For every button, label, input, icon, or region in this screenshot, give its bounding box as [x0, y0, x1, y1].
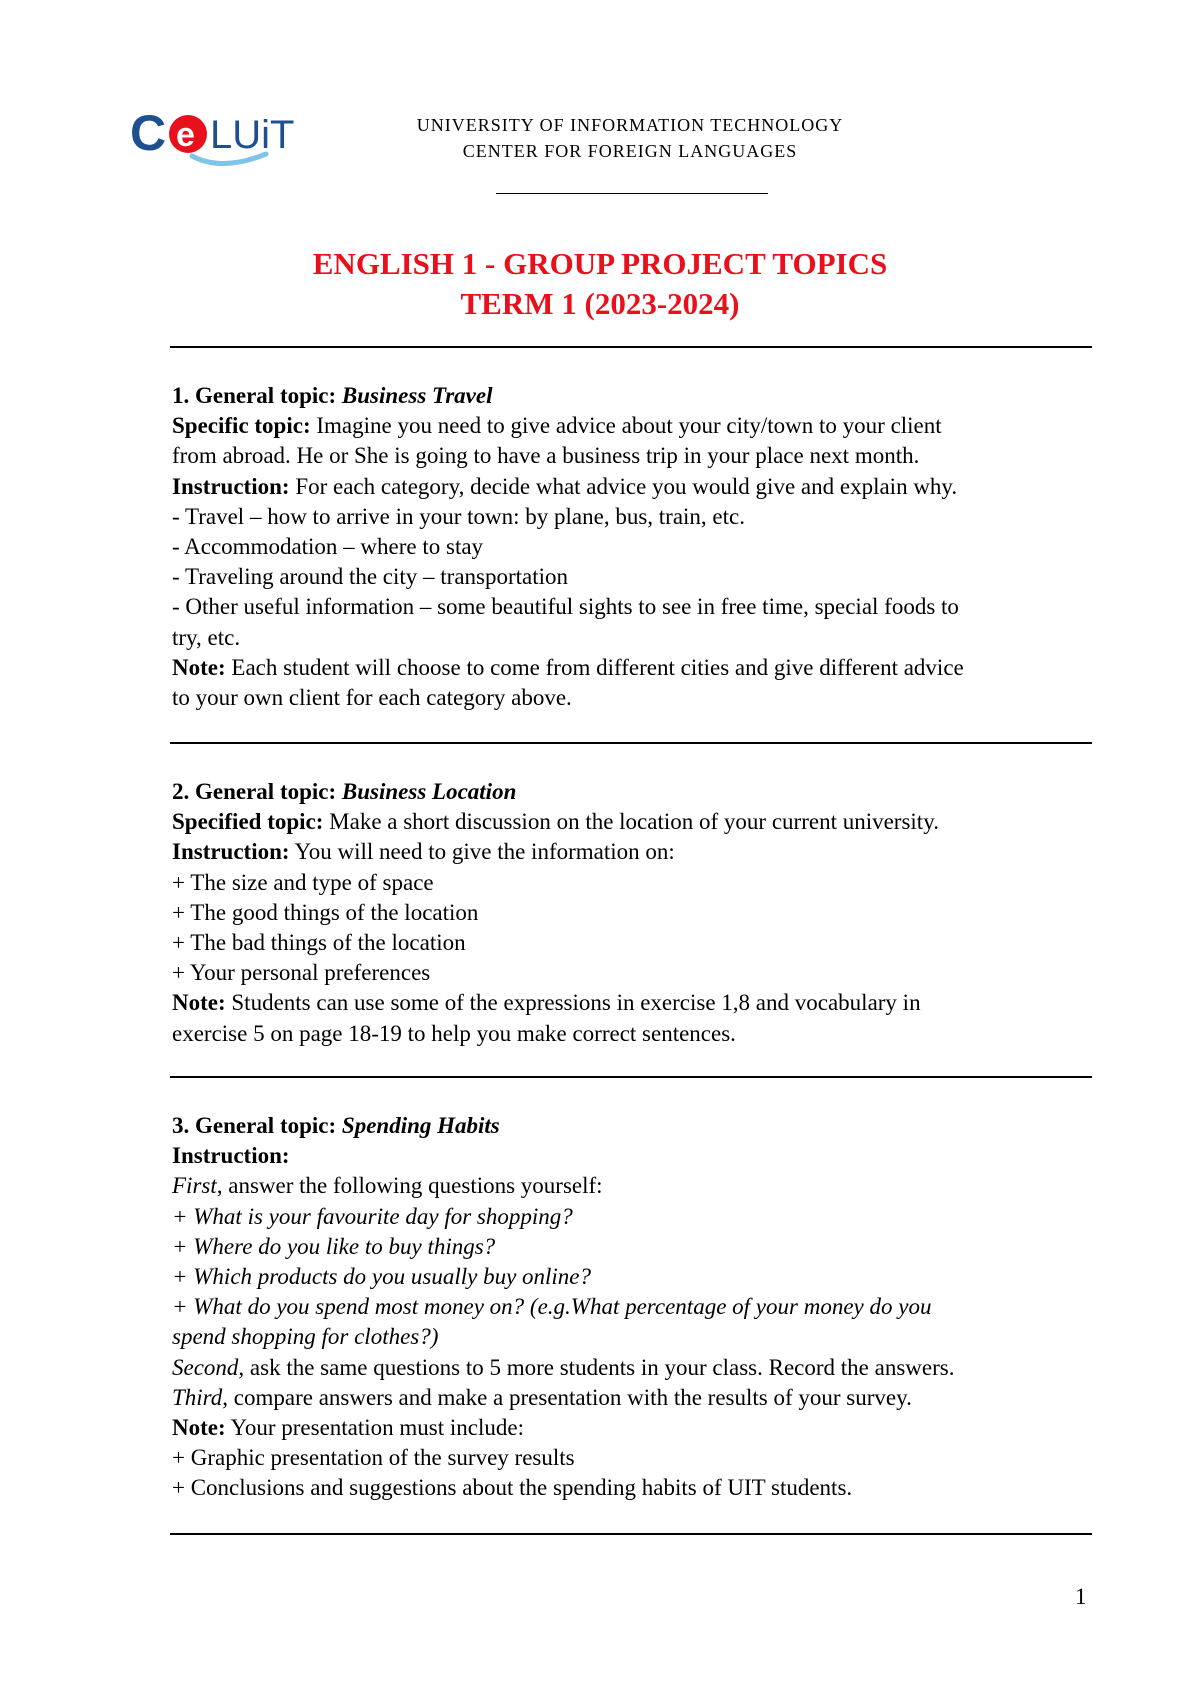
celuit-logo-icon	[130, 98, 320, 178]
note-continuation: to your own client for each category above.	[172, 685, 572, 711]
general-topic-line: 2. General topic: Business Location	[172, 779, 517, 804]
topic-section-3	[172, 1111, 1092, 1504]
center-name: CENTER FOR FOREIGN LANGUAGES	[462, 141, 798, 161]
specific-topic-continuation: from abroad. He or She is going to have a business trip in your place next month.	[172, 443, 920, 469]
celuit-logo	[130, 98, 320, 178]
question-item: + Which products do you usually buy online?	[172, 1264, 592, 1290]
title-line-1: ENGLISH 1 - GROUP PROJECT TOPICS	[312, 246, 888, 281]
divider	[170, 742, 1092, 744]
header-underline	[496, 193, 768, 194]
svg-text:C: C	[130, 105, 167, 161]
second-step-line: Second, ask the same questions to 5 more students in your class. Record the answers.	[172, 1354, 955, 1380]
svg-text:e: e	[176, 116, 195, 154]
list-item: + The bad things of the location	[172, 930, 466, 956]
list-item: + The good things of the location	[172, 899, 479, 925]
first-step-line: First, answer the following questions yourself:	[172, 1173, 603, 1199]
university-name: UNIVERSITY OF INFORMATION TECHNOLOGY	[416, 115, 844, 135]
list-item: + The size and type of space	[172, 869, 434, 895]
question-item: + Where do you like to buy things?	[172, 1233, 496, 1259]
general-topic-value: Business Location	[341, 779, 517, 804]
topic-section-1	[172, 381, 1092, 713]
note-line: Note: Your presentation must include:	[172, 1415, 524, 1441]
page-number: 1	[1075, 1584, 1087, 1609]
instruction-line: Instruction: For each category, decide what advice you would give and explain why.	[172, 473, 958, 499]
document-title	[170, 244, 1030, 324]
list-item: - Accommodation – where to stay	[172, 534, 484, 560]
list-item: - Traveling around the city – transportation	[172, 564, 569, 590]
svg-text:LUiT: LUiT	[210, 113, 295, 157]
instruction-line: Instruction:	[172, 1143, 290, 1169]
specific-topic-line: Specified topic: Make a short discussion on the location of your current university.	[172, 809, 939, 835]
divider	[170, 1533, 1092, 1535]
question-item: + What is your favourite day for shopping?	[172, 1203, 573, 1229]
list-item: - Travel – how to arrive in your town: by plane, bus, train, etc.	[172, 503, 745, 529]
divider	[170, 346, 1092, 348]
general-topic-value: Spending Habits	[341, 1113, 500, 1138]
general-topic-value: Business Travel	[341, 383, 493, 408]
third-step-line: Third, compare answers and make a presentation with the results of your survey.	[172, 1384, 912, 1410]
organization-header	[360, 112, 900, 164]
general-topic-line: 1. General topic: Business Travel	[172, 383, 493, 408]
divider	[170, 1076, 1092, 1078]
list-item: try, etc.	[172, 624, 241, 650]
list-item: - Other useful information – some beautiful sights to see in free time, special foods to	[172, 594, 959, 620]
list-item: + Conclusions and suggestions about the spending habits of UIT students.	[172, 1475, 853, 1501]
list-item: + Your personal preferences	[172, 960, 431, 986]
list-item: + Graphic presentation of the survey results	[172, 1445, 575, 1471]
note-line: Note: Each student will choose to come from different cities and give different advice	[172, 654, 964, 680]
topic-section-2	[172, 777, 1092, 1049]
note-line: Note: Students can use some of the expressions in exercise 1,8 and vocabulary in	[172, 990, 921, 1016]
question-item: + What do you spend most money on? (e.g.What percentage of your money do you	[172, 1294, 932, 1320]
title-line-2: TERM 1 (2023-2024)	[460, 286, 740, 321]
note-continuation: exercise 5 on page 18-19 to help you make correct sentences.	[172, 1020, 736, 1046]
instruction-line: Instruction: You will need to give the information on:	[172, 839, 675, 865]
question-item: spend shopping for clothes?)	[172, 1324, 439, 1350]
general-topic-line: 3. General topic: Spending Habits	[172, 1113, 500, 1138]
specific-topic-line: Specific topic: Imagine you need to give advice about your city/town to your client	[172, 413, 942, 439]
